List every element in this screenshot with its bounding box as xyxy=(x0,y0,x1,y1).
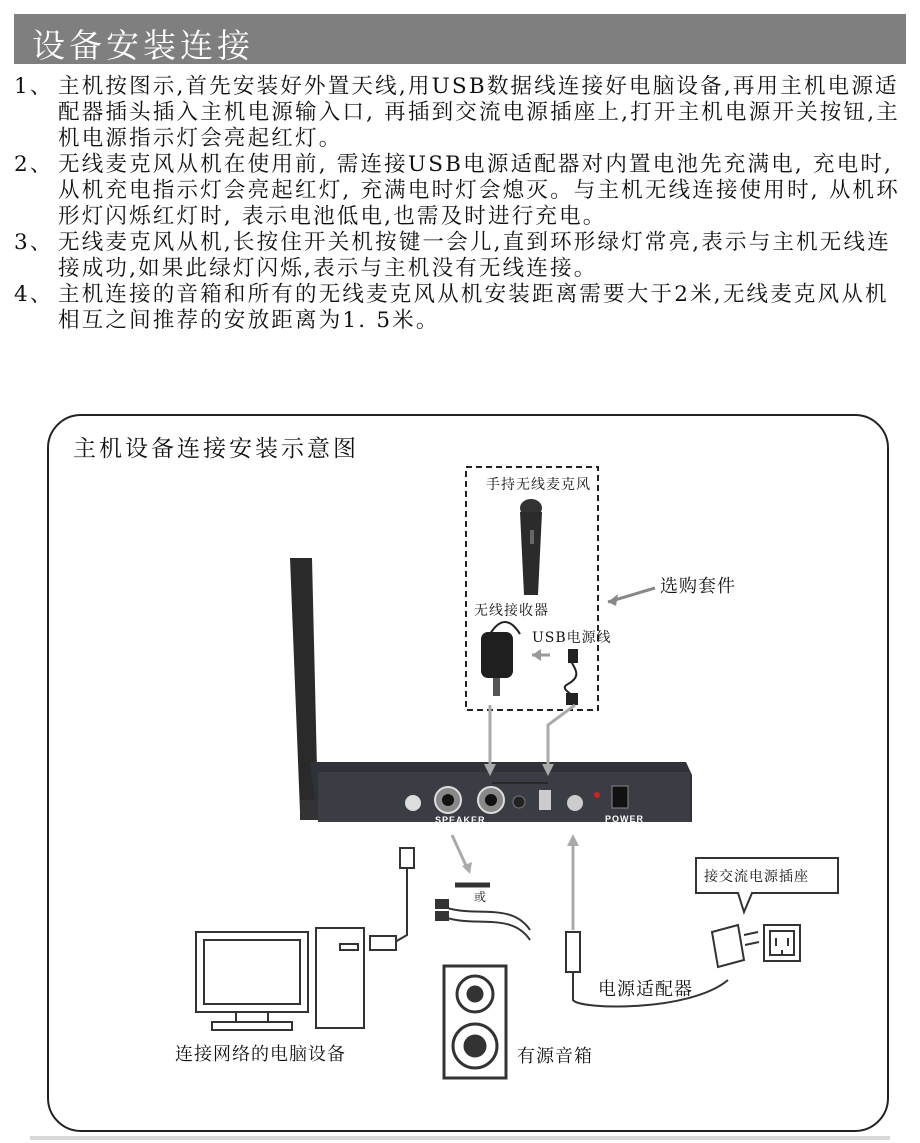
step-number: 2、 xyxy=(14,152,54,177)
wall-socket-icon xyxy=(764,925,800,961)
speaker-icon xyxy=(444,966,506,1078)
optional-kit-label: 选购套件 xyxy=(660,576,736,597)
step-text: 无线麦克风从机,长按住开关机按键一会儿,直到环形绿灯常亮,表示与主机无线连接成功,如果此绿灯闪烁,表示与主机没有无线连接。 xyxy=(58,230,891,281)
power-adapter-label: 电源适配器 xyxy=(598,979,693,1000)
host-device-icon xyxy=(310,762,692,822)
speaker-port-label: SPEAKER xyxy=(435,815,486,825)
computer-icon xyxy=(196,928,364,1030)
usb-data-cable-icon xyxy=(370,848,414,950)
or-label: 或 xyxy=(474,890,488,904)
wireless-receiver-icon xyxy=(481,622,520,696)
power-switch-label: POWER xyxy=(605,814,645,824)
step-text: 无线麦克风从机在使用前, 需连接USB电源适配器对内置电池先充满电, 充电时, 从机充电指示灯会亮起红灯, 充满电时灯会熄灭。与主机无线连接使用时, 从机环形灯闪烁红灯时, 表示电池低电,也需及时进行充电。 xyxy=(58,152,900,229)
step-text: 主机连接的音箱和所有的无线麦克风从机安装距离需要大于2米,无线麦克风从机相互之间推荐的安放距离为1. 5米。 xyxy=(58,282,889,333)
power-adapter-icon xyxy=(712,925,759,967)
handheld-mic-label: 手持无线麦克风 xyxy=(486,477,591,493)
computer-label: 连接网络的电脑设备 xyxy=(175,1044,346,1065)
step-number: 1、 xyxy=(14,74,54,99)
footer-divider xyxy=(30,1136,890,1140)
step-text: 主机按图示,首先安装好外置天线,用USB数据线连接好电脑设备,再用主机电源适配器插头插入主机电源输入口, 再插到交流电源插座上,打开主机电源开关按钮,主机电源指示灯会亮起红灯。 xyxy=(58,74,900,151)
diagram-title: 主机设备连接安装示意图 xyxy=(73,436,359,462)
usb-cable-icon xyxy=(565,650,577,704)
step-number: 4、 xyxy=(14,282,54,307)
handheld-mic-icon xyxy=(520,499,542,595)
usb-power-cable-label: USB电源线 xyxy=(532,630,612,646)
ac-socket-label: 接交流电源插座 xyxy=(704,869,809,885)
step-number: 3、 xyxy=(14,230,54,255)
active-speaker-label: 有源音箱 xyxy=(517,1046,593,1067)
section-title: 设备安装连接 xyxy=(32,26,254,65)
wireless-receiver-label: 无线接收器 xyxy=(474,603,549,619)
